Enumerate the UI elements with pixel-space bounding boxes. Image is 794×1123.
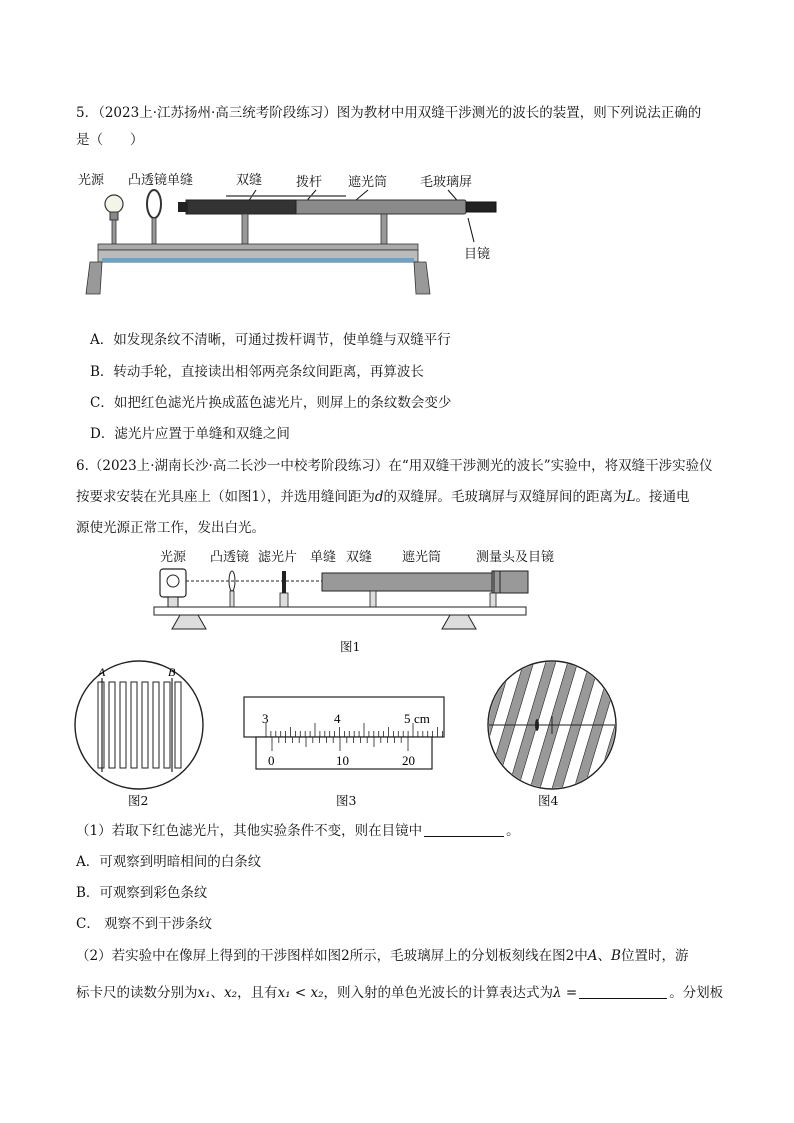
fig2-fringe — [175, 682, 181, 768]
fig3-vern-20: 20 — [402, 753, 415, 768]
q5-label-eyepiece: 目镜 — [464, 247, 491, 262]
fig1-label-filter: 滤光片 — [258, 550, 298, 565]
q6-stem-line3: 源使光源正常工作，发出白光。 — [76, 520, 265, 536]
fig2-caption: 图2 — [128, 793, 149, 808]
q6-sub1-option-a: A．可观察到明暗相间的白条纹 — [76, 854, 262, 870]
fig4-fringe — [617, 658, 619, 792]
fig3-main-3: 3 — [262, 711, 269, 726]
fig1-caption: 图1 — [340, 639, 361, 654]
q6-figure-2 — [72, 658, 206, 792]
q6-sub1-option-c: C． 观察不到干涉条纹 — [76, 916, 213, 932]
fig2-fringe — [109, 682, 115, 768]
fig2-fringe — [120, 682, 126, 768]
fig2-fringe — [142, 682, 148, 768]
q6-sub2-line1: （2）若实验中在像屏上得到的干涉图样如图2所示，毛玻璃屏上的分划板刻线在图2中A、B位置时，游 — [76, 948, 689, 964]
fig2-mark-a: A — [98, 665, 106, 679]
q5-label-screen: 毛玻璃屏 — [420, 175, 473, 190]
fig3-vern-10: 10 — [336, 753, 349, 768]
answer-blank-1[interactable] — [424, 823, 504, 837]
fig1-label-double: 双缝 — [346, 550, 373, 565]
q5-option-c: C．如把红色滤光片换成蓝色滤光片，则屏上的条纹数会变少 — [90, 395, 452, 411]
fig3-main-5: 5 — [404, 711, 411, 726]
q6-stem-line2: 按要求安装在光具座上（如图1），并选用缝间距为d的双缝屏。毛玻璃屏与双缝屏间的距离为L。接通电 — [76, 489, 690, 505]
fig1-label-single: 单缝 — [310, 550, 337, 565]
q5-label-lens-slit: 凸透镜单缝 — [128, 173, 194, 188]
q5-apparatus-figure — [76, 162, 516, 302]
q5-label-light: 光源 — [78, 173, 105, 188]
q5-option-a: A．如发现条纹不清晰，可通过拨杆调节，使单缝与双缝平行 — [90, 332, 451, 348]
q6-sub1-option-b: B．可观察到彩色条纹 — [76, 885, 208, 901]
fig1-label-lens: 凸透镜 — [210, 550, 250, 565]
q5-label-lever: 拨杆 — [296, 175, 323, 190]
fig1-label-tube: 遮光筒 — [402, 550, 442, 565]
fig2-fringe — [153, 682, 159, 768]
answer-blank-2[interactable] — [579, 985, 667, 999]
fig2-fringe — [164, 682, 170, 768]
q6-figure-3 — [242, 695, 448, 775]
q5-stem-line2: 是（ ） — [76, 132, 144, 148]
q6-figure-4 — [485, 658, 619, 792]
q6-figure-1 — [150, 543, 590, 653]
fig3-vern-0: 0 — [268, 753, 275, 768]
fig2-mark-b: B — [168, 665, 176, 679]
fig2-fringe — [98, 682, 104, 768]
q5-option-d: D．滤光片应置于单缝和双缝之间 — [90, 426, 290, 442]
fig4-caption: 图4 — [538, 793, 559, 808]
fig1-label-light: 光源 — [160, 550, 187, 565]
q5-stem-line1: 5．（2023上·江苏扬州·高三统考阶段练习）图为教材中用双缝干涉测光的波长的装置，则下列说法正确的 — [76, 105, 702, 121]
fig3-main-4: 4 — [334, 711, 341, 726]
q6-stem-line1: 6.（2023上·湖南长沙·高二长沙一中校考阶段练习）在“用双缝干涉测光的波长”实验中，将双缝干涉实验仪 — [76, 458, 713, 474]
fig1-label-head: 测量头及目镜 — [476, 550, 555, 565]
fig3-caption: 图3 — [336, 793, 357, 808]
fig3-unit: cm — [414, 711, 430, 726]
q5-label-double-slit: 双缝 — [236, 173, 263, 188]
fig2-fringe — [131, 682, 137, 768]
q6-sub1: （1）若取下红色滤光片，其他实验条件不变，则在目镜中 。 — [76, 823, 520, 839]
q5-label-tube: 遮光筒 — [348, 175, 388, 190]
q6-sub2-line2: 标卡尺的读数分别为x₁、x₂，且有x₁ < x₂，则入射的单色光波长的计算表达式为λ = 。分划板 — [76, 985, 724, 1001]
q5-option-b: B．转动手轮，直接读出相邻两亮条纹间距离，再算波长 — [90, 364, 424, 380]
